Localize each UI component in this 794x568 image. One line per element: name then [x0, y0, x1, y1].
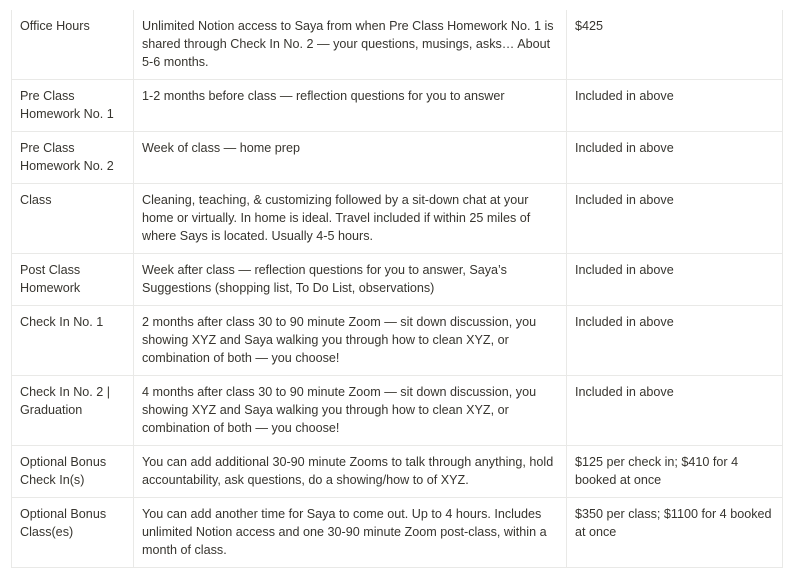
- item-cell[interactable]: Pre Class Homework No. 1: [12, 80, 134, 132]
- table-row: [12, 254, 783, 306]
- description-cell[interactable]: You can add additional 30-90 minute Zooms to talk through anything, hold accountability, ask questions, do a showing/how to of XYZ.: [134, 446, 567, 498]
- price-cell[interactable]: $125 per check in; $410 for 4 booked at once: [567, 446, 783, 498]
- pricing-table-container: [11, 10, 783, 568]
- price-cell[interactable]: Included in above: [567, 376, 783, 446]
- table-row: [12, 498, 783, 568]
- table-row: [12, 184, 783, 254]
- table-row: [12, 132, 783, 184]
- item-cell[interactable]: Class: [12, 184, 134, 254]
- description-cell[interactable]: 1-2 months before class — reflection questions for you to answer: [134, 80, 567, 132]
- price-cell[interactable]: Included in above: [567, 184, 783, 254]
- description-cell[interactable]: Cleaning, teaching, & customizing followed by a sit-down chat at your home or virtually. In home is ideal. Travel included if within 25 miles of where Says is located. Usually 4-5 hours.: [134, 184, 567, 254]
- description-cell[interactable]: Week after class — reflection questions for you to answer, Saya’s Suggestions (shopping list, To Do List, observations): [134, 254, 567, 306]
- item-cell[interactable]: Office Hours: [12, 10, 134, 80]
- table-row: [12, 80, 783, 132]
- price-cell[interactable]: $425: [567, 10, 783, 80]
- description-cell[interactable]: 2 months after class 30 to 90 minute Zoom — sit down discussion, you showing XYZ and Saya walking you through how to clean XYZ, or combination of both — you choose!: [134, 306, 567, 376]
- pricing-table: [11, 10, 783, 568]
- price-cell[interactable]: Included in above: [567, 80, 783, 132]
- description-cell[interactable]: Unlimited Notion access to Saya from when Pre Class Homework No. 1 is shared through Check In No. 2 — your questions, musings, asks… About 5-6 months.: [134, 10, 567, 80]
- table-row: [12, 10, 783, 80]
- item-cell[interactable]: Check In No. 1: [12, 306, 134, 376]
- item-cell[interactable]: Optional Bonus Check In(s): [12, 446, 134, 498]
- table-row: [12, 306, 783, 376]
- description-cell[interactable]: 4 months after class 30 to 90 minute Zoom — sit down discussion, you showing XYZ and Saya walking you through how to clean XYZ, or combination of both — you choose!: [134, 376, 567, 446]
- description-cell[interactable]: Week of class — home prep: [134, 132, 567, 184]
- item-cell[interactable]: Post Class Homework: [12, 254, 134, 306]
- price-cell[interactable]: Included in above: [567, 132, 783, 184]
- item-cell[interactable]: Optional Bonus Class(es): [12, 498, 134, 568]
- description-cell[interactable]: You can add another time for Saya to come out. Up to 4 hours. Includes unlimited Notion access and one 30-90 minute Zoom post-class, within a month of class.: [134, 498, 567, 568]
- item-cell[interactable]: Check In No. 2 | Graduation: [12, 376, 134, 446]
- item-cell[interactable]: Pre Class Homework No. 2: [12, 132, 134, 184]
- table-row: [12, 376, 783, 446]
- price-cell[interactable]: Included in above: [567, 306, 783, 376]
- price-cell[interactable]: Included in above: [567, 254, 783, 306]
- table-row: [12, 446, 783, 498]
- price-cell[interactable]: $350 per class; $1100 for 4 booked at once: [567, 498, 783, 568]
